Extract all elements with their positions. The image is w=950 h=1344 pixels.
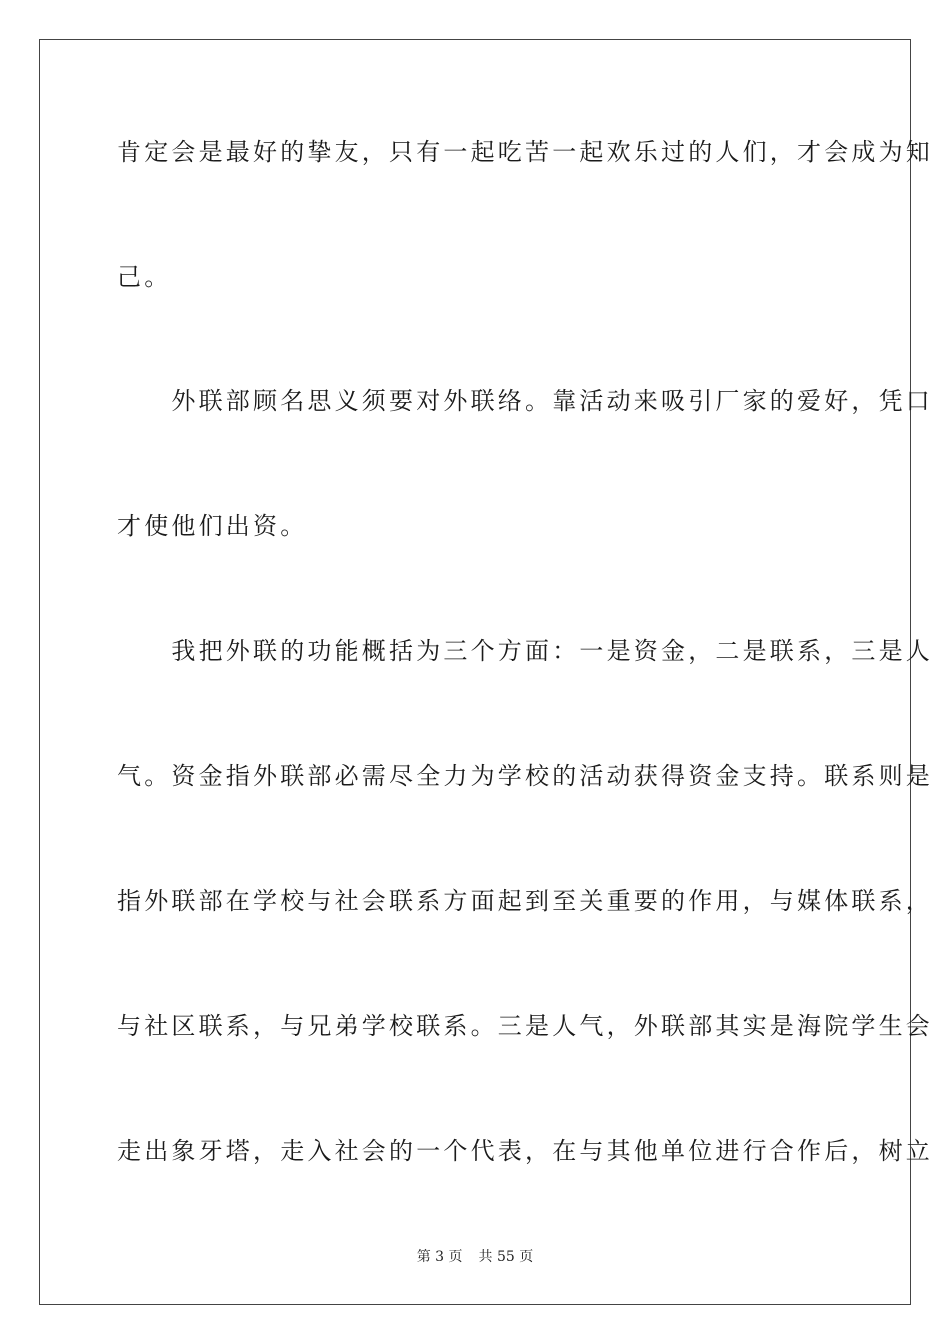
page-border — [39, 39, 933, 1305]
paragraph-line: 指外联部在学校与社会联系方面起到至关重要的作用，与媒体联系， — [117, 887, 933, 915]
paragraph-line: 与社区联系，与兄弟学校联系。三是人气，外联部其实是海院学生会 — [117, 1012, 933, 1040]
paragraph-line: 走出象牙塔，走入社会的一个代表，在与其他单位进行合作后，树立 — [117, 1137, 933, 1165]
paragraph-line: 气。资金指外联部必需尽全力为学校的活动获得资金支持。联系则是 — [117, 762, 933, 790]
paragraph-line: 外联部顾名思义须要对外联络。靠活动来吸引厂家的爱好，凭口 — [117, 387, 933, 415]
paragraph-line: 己。 — [117, 263, 172, 291]
paragraph-line: 我把外联的功能概括为三个方面：一是资金，二是联系，三是人 — [117, 637, 933, 665]
paragraph-line: 肯定会是最好的挚友，只有一起吃苦一起欢乐过的人们，才会成为知 — [117, 138, 933, 166]
page-number: 第 3 页 — [416, 1249, 463, 1265]
page-footer — [0, 1248, 950, 1266]
paragraph-line: 才使他们出资。 — [117, 512, 308, 540]
total-pages: 共 55 页 — [478, 1249, 534, 1265]
